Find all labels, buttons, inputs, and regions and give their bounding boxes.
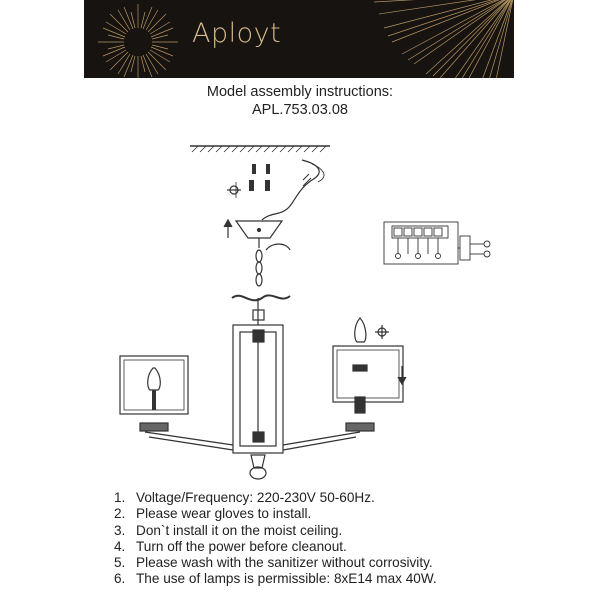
center-frame — [233, 298, 283, 479]
note-item: 2. Please wear gloves to install. — [114, 506, 312, 522]
rotate-icon — [375, 325, 389, 339]
supply-wire — [262, 160, 319, 220]
arrow-up-icon — [224, 220, 232, 238]
model-number: APL.753.03.08 — [252, 102, 348, 118]
note-item: 5. Please wash with the sanitizer without corrosivity. — [114, 555, 433, 571]
chain — [256, 250, 262, 286]
instruction-notes — [114, 490, 437, 588]
chain-connector — [232, 295, 290, 300]
ceiling-hatch — [190, 146, 330, 152]
sunburst-decoration — [84, 0, 514, 78]
brand-banner — [84, 0, 514, 78]
brand-logo-text: Aployt — [192, 18, 282, 49]
screw-icon — [249, 164, 270, 191]
note-item: 1. Voltage/Frequency: 220-230V 50-60Hz. — [114, 490, 375, 505]
rotate-icon — [227, 186, 241, 194]
left-lampshade — [120, 356, 188, 431]
note-item: 6. The use of lamps is permissible: 8xE14 max 40W. — [114, 571, 437, 587]
assembly-diagram — [0, 120, 600, 480]
note-item: 4. Turn off the power before cleanout. — [114, 538, 347, 554]
right-lampshade — [333, 318, 403, 431]
hook-icon — [266, 244, 290, 250]
note-item: 3. Don`t install it on the moist ceiling. — [114, 522, 343, 538]
instructions-title: Model assembly instructions: — [206, 84, 394, 100]
wiring-diagram — [384, 222, 490, 264]
